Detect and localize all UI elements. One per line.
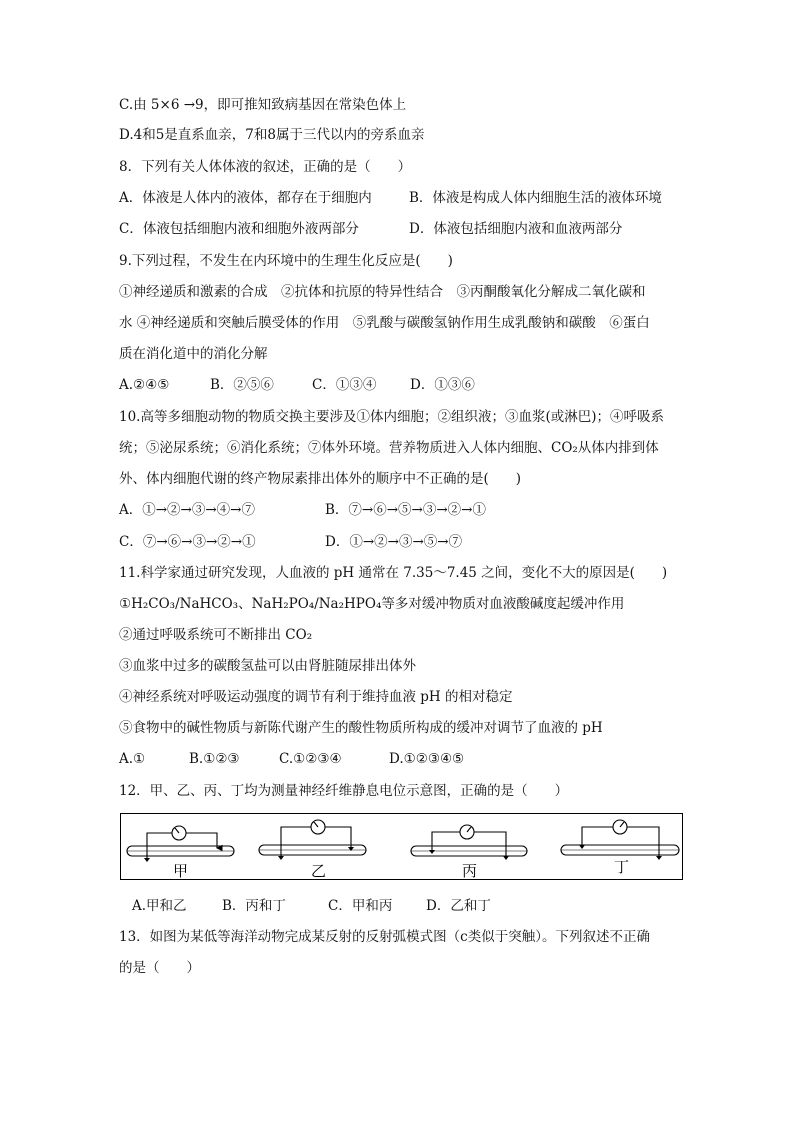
panel-ding	[561, 820, 679, 876]
q11-statement-5: ⑤食物中的碱性物质与新陈代谢产生的酸性物质所构成的缓冲对调节了血液的 pH	[119, 720, 603, 736]
label-yi: 乙	[311, 862, 327, 880]
panel-yi	[259, 820, 366, 880]
q10-option-b: B．⑦→⑥→⑤→③→②→①	[325, 502, 486, 518]
q8-option-d: D．体液包括细胞内液和血液两部分	[409, 221, 623, 237]
q9-stem: 9.下列过程，不发生在内环境中的生理生化反应是( )	[119, 253, 453, 269]
q10-line-1: 10.高等多细胞动物的物质交换主要涉及①体内细胞；②组织液；③血浆(或淋巴)；④呼吸系	[119, 409, 665, 425]
voltmeter-icon	[613, 820, 627, 834]
voltmeter-icon	[460, 825, 474, 839]
q11-statement-4: ④神经系统对呼吸运动强度的调节有利于维持血液 pH 的相对稳定	[119, 689, 513, 705]
q9-line-1: ①神经递质和激素的合成 ②抗体和抗原的特异性结合 ③丙酮酸氧化分解成二氧化碳和	[119, 284, 646, 300]
q8-option-a: A．体液是人体内的液体，都存在于细胞内	[119, 190, 372, 206]
q11-statement-1: ①H₂CO₃/NaHCO₃、NaH₂PO₄/Na₂HPO₄等多对缓冲物质对血液酸碱度起缓冲作用	[119, 596, 625, 612]
q12-option-d: D．乙和丁	[426, 898, 491, 914]
voltmeter-icon	[172, 826, 186, 840]
q7-option-c: C.由 5×6 →9，即可推知致病基因在常染色体上	[119, 97, 407, 113]
q9-option-c: C．①③④	[312, 377, 377, 393]
panel-jia	[127, 826, 234, 880]
q9-option-d: D．①③⑥	[410, 377, 475, 393]
q10-option-d: D．①→②→③→⑤→⑦	[325, 534, 463, 550]
q11-option-c: C.①②③④	[279, 751, 342, 767]
q9-option-a: A.②④⑤	[119, 377, 170, 393]
q13-line-2: 的是（ ）	[119, 960, 200, 976]
q12-option-a: A.甲和乙	[132, 898, 187, 914]
q12-stem: 12．甲、乙、丙、丁均为测量神经纤维静息电位示意图，正确的是（ ）	[119, 783, 569, 799]
q12-figure	[120, 813, 683, 880]
q11-option-a: A.①	[119, 751, 146, 767]
q10-line-3: 外、体内细胞代谢的终产物尿素排出体外的顺序中不正确的是( )	[119, 471, 522, 487]
q11-option-d: D.①②③④⑤	[389, 751, 465, 767]
q10-line-2: 统；⑤泌尿系统；⑥消化系统；⑦体外环境。营养物质进入人体内细胞、CO₂从体内排到体	[119, 440, 659, 456]
q9-line-3: 质在消化道中的消化分解	[119, 346, 268, 362]
q11-option-b: B.①②③	[189, 751, 240, 767]
q11-stem: 11.科学家通过研究发现，人血液的 pH 通常在 7.35～7.45 之间，变化不大的原因是( )	[119, 565, 668, 581]
q10-option-a: A．①→②→③→④→⑦	[119, 502, 255, 518]
label-bing: 丙	[462, 862, 478, 880]
q12-option-c: C．甲和丙	[328, 898, 393, 914]
panel-bing	[411, 825, 527, 880]
q9-option-b: B．②⑤⑥	[210, 377, 274, 393]
q8-stem: 8．下列有关人体体液的叙述，正确的是（ ）	[119, 159, 412, 175]
q8-option-c: C．体液包括细胞内液和细胞外液两部分	[119, 221, 359, 237]
q12-option-b: B．丙和丁	[222, 898, 286, 914]
label-jia: 甲	[173, 862, 189, 880]
q11-statement-2: ②通过呼吸系统可不断排出 CO₂	[119, 627, 313, 643]
voltmeter-icon	[311, 820, 325, 834]
q11-statement-3: ③血浆中过多的碳酸氢盐可以由肾脏随尿排出体外	[119, 658, 416, 674]
q8-option-b: B．体液是构成人体内细胞生活的液体环境	[409, 190, 662, 206]
q13-line-1: 13．如图为某低等海洋动物完成某反射的反射弧模式图（c类似于突触）。下列叙述不正确	[119, 929, 650, 945]
label-ding: 丁	[614, 858, 630, 876]
q10-option-c: C．⑦→⑥→③→②→①	[119, 534, 256, 550]
q7-option-d: D.4和5是直系血亲，7和8属于三代以内的旁系血亲	[119, 127, 425, 143]
q9-line-2: 水 ④神经递质和突触后膜受体的作用 ⑤乳酸与碳酸氢钠作用生成乳酸钠和碳酸 ⑥蛋白	[119, 315, 650, 331]
